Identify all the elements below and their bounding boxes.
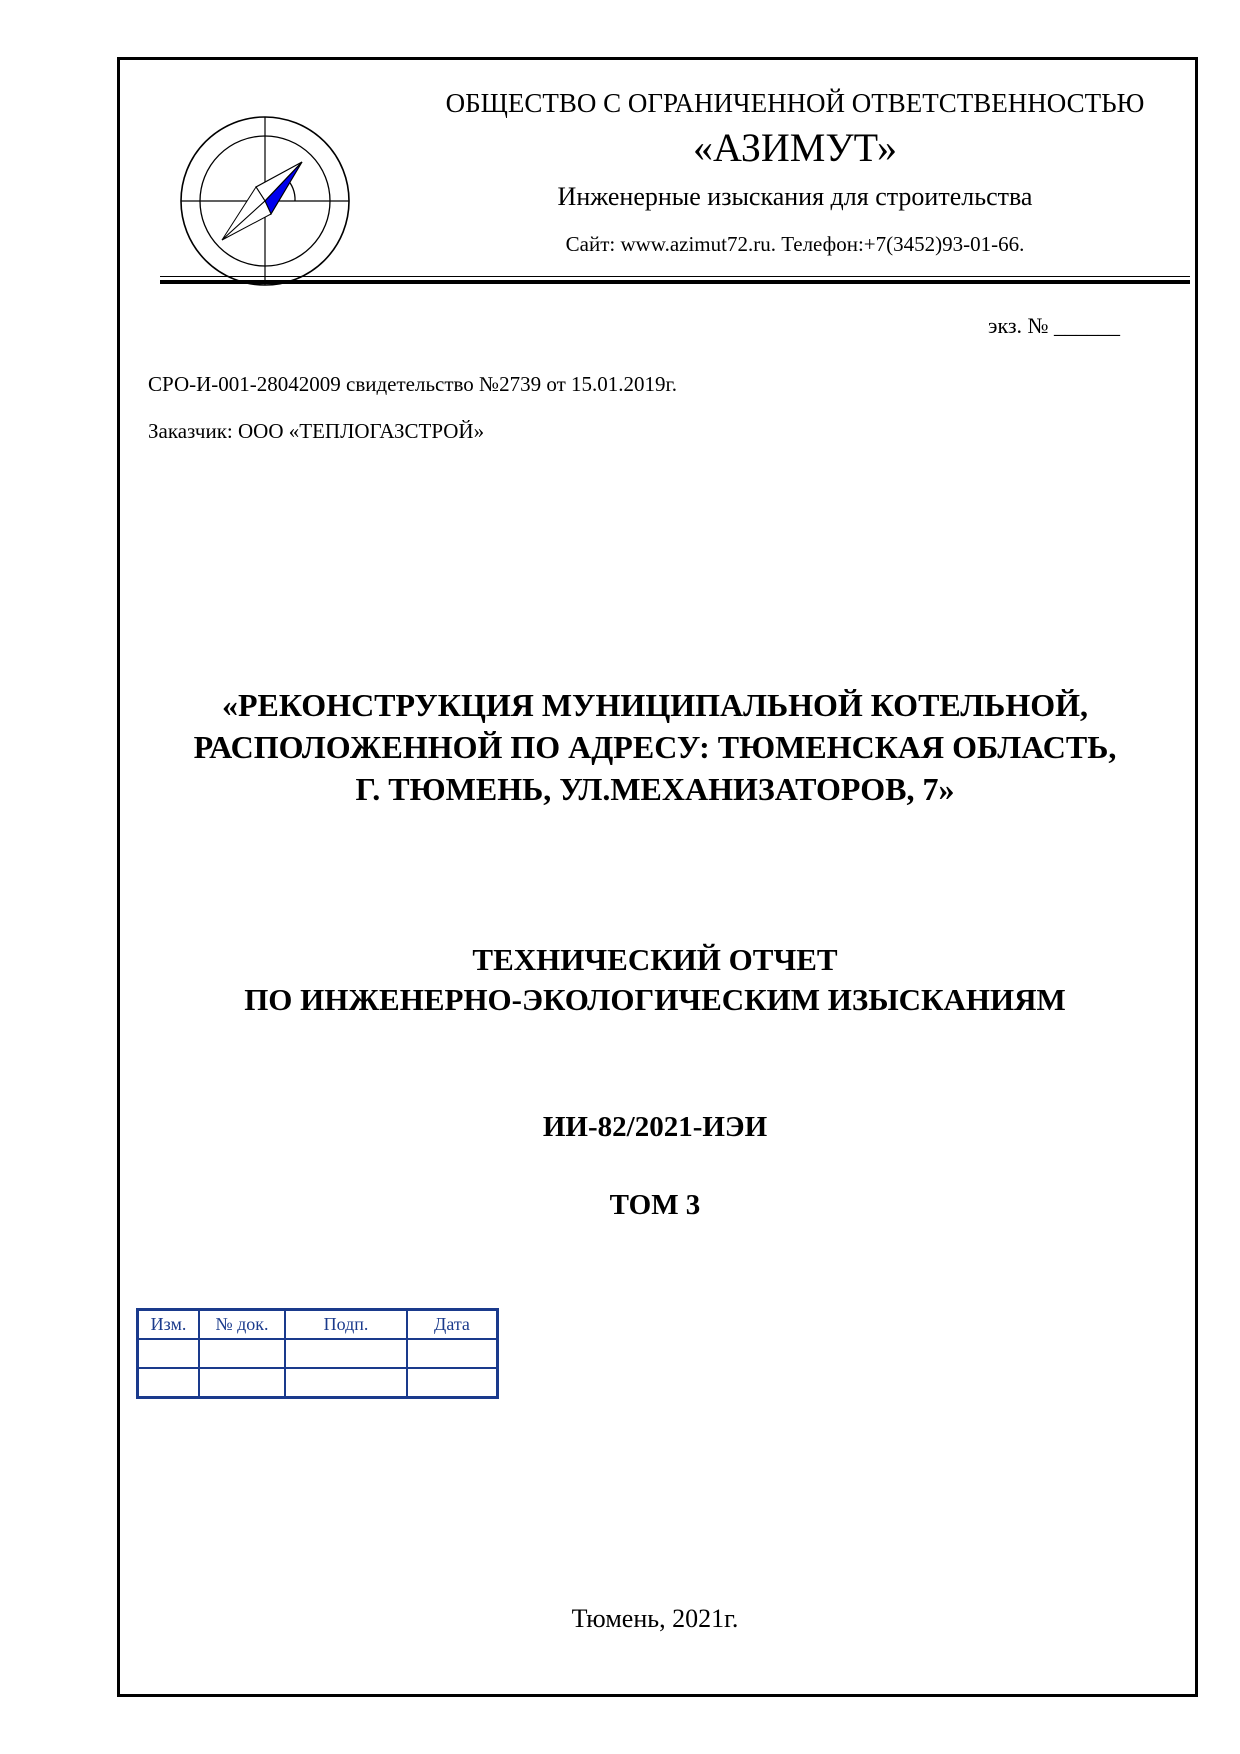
customer: Заказчик: ООО «ТЕПЛОГАЗСТРОЙ» <box>148 419 485 443</box>
revision-cell <box>199 1368 285 1398</box>
header-rule-thin <box>160 276 1190 277</box>
revision-cell <box>138 1339 200 1368</box>
project-title-line: «РЕКОНСТРУКЦИЯ МУНИЦИПАЛЬНОЙ КОТЕЛЬНОЙ, <box>221 687 1088 723</box>
revision-cell <box>285 1339 407 1368</box>
table-row <box>138 1339 498 1368</box>
revision-cell <box>199 1339 285 1368</box>
sro-certificate: СРО-И-001-28042009 свидетельство №2739 от 15.01.2019г. <box>148 372 677 396</box>
volume-number: ТОМ 3 <box>609 1189 701 1221</box>
revision-header-cell: Изм. <box>138 1310 200 1340</box>
report-title <box>120 940 1190 1020</box>
org-contacts: Сайт: www.azimut72.ru. Телефон:+7(3452)93-01-66. <box>565 232 1025 256</box>
header-rule-thick <box>160 280 1190 284</box>
revision-header-cell: № док. <box>199 1310 285 1340</box>
page-frame <box>117 57 1198 1697</box>
copy-number: экз. № ______ <box>988 313 1121 338</box>
revision-table <box>136 1308 499 1399</box>
document-code: ИИ-82/2021-ИЭИ <box>542 1111 768 1143</box>
project-title-line: РАСПОЛОЖЕННОЙ ПО АДРЕСУ: ТЮМЕНСКАЯ ОБЛАСТЬ, <box>193 729 1117 765</box>
revision-cell <box>138 1368 200 1398</box>
report-title-line: ТЕХНИЧЕСКИЙ ОТЧЕТ <box>472 942 838 977</box>
city-year: Тюмень, 2021г. <box>571 1604 739 1633</box>
revision-cell <box>285 1368 407 1398</box>
table-row <box>138 1368 498 1398</box>
revision-cell <box>407 1339 498 1368</box>
project-title <box>120 684 1190 810</box>
org-type: ОБЩЕСТВО С ОГРАНИЧЕННОЙ ОТВЕТСТВЕННОСТЬЮ <box>445 88 1145 118</box>
revision-table-header <box>138 1310 498 1340</box>
project-title-line: Г. ТЮМЕНЬ, УЛ.МЕХАНИЗАТОРОВ, 7» <box>355 771 955 807</box>
org-name: «АЗИМУТ» <box>692 125 898 170</box>
revision-cell <box>407 1368 498 1398</box>
org-activity: Инженерные изыскания для строительства <box>557 182 1033 211</box>
revision-header-cell: Дата <box>407 1310 498 1340</box>
revision-header-cell: Подп. <box>285 1310 407 1340</box>
compass-logo-icon <box>178 114 352 288</box>
report-title-line: ПО ИНЖЕНЕРНО-ЭКОЛОГИЧЕСКИМ ИЗЫСКАНИЯМ <box>244 982 1066 1017</box>
